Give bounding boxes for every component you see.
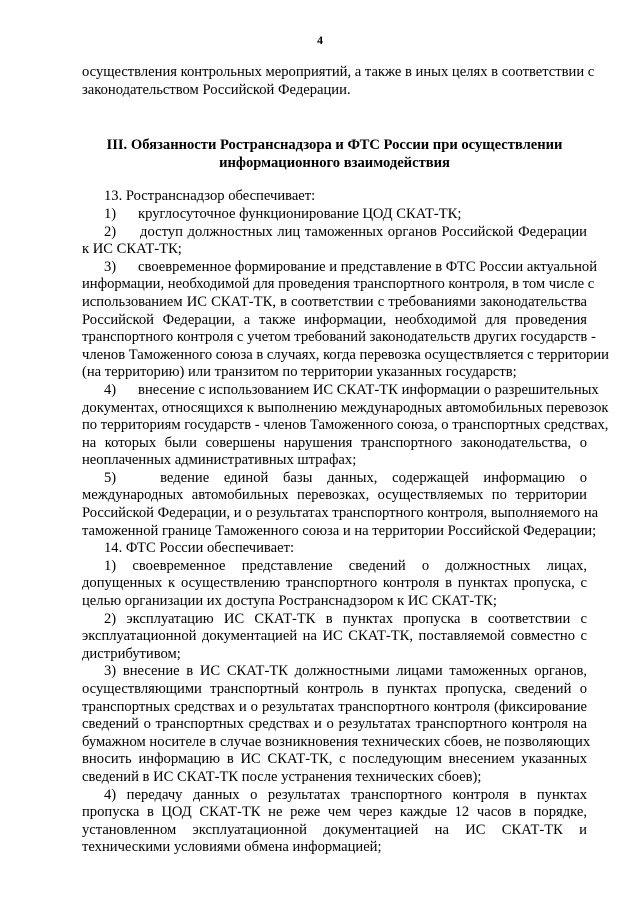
text-line: эксплуатационной документацией на ИС СКАТ-ТК, поставляемой совместно с xyxy=(82,628,587,645)
text-line: 4) внесение с использованием ИС СКАТ-ТК информации о разрешительных xyxy=(104,381,599,398)
text-line: вносить информацию в ИС СКАТ-ТК, с последующим внесением указанных xyxy=(82,751,587,768)
text-line: установленном эксплуатационной документацией на ИС СКАТ-ТК и xyxy=(82,821,587,838)
text-line: пропуска в ЦОД СКАТ-ТК не реже чем через каждые 12 часов в порядке, xyxy=(82,804,587,821)
text-line: транспортного контроля с учетом требований законодательств других государств - xyxy=(82,329,596,346)
text-line: допущенных к осуществлению транспортного контроля в пунктах пропуска, с xyxy=(82,575,587,592)
text-line: 5) ведение единой базы данных, содержащей информацию о xyxy=(104,469,587,486)
text-line: 2) эксплуатацию ИС СКАТ-ТК в пунктах пропуска в соответствии с xyxy=(104,610,587,627)
heading-line: информационного взаимодействия xyxy=(219,154,450,171)
text-line: 1) круглосуточное функционирование ЦОД СКАТ-ТК; xyxy=(104,205,462,222)
text-line: бумажном носителе в случае возникновения технических сбоев, не позволяющих xyxy=(82,733,591,750)
heading-line: III. Обязанности Ространснадзора и ФТС России при осуществлении xyxy=(106,137,563,154)
text-line: целью организации их доступа Ространснадзором к ИС СКАТ-ТК; xyxy=(82,593,497,610)
text-line: 1) своевременное представление сведений о должностных лицах, xyxy=(104,557,587,574)
intro-paragraph xyxy=(82,64,595,99)
text-line: 13. Ространснадзор обеспечивает: xyxy=(104,188,316,205)
text-line: сведений о транспортных средствах и о результатах транспортного контроля на xyxy=(82,716,587,733)
paragraph xyxy=(82,611,587,664)
text-line: международных автомобильных перевозках, осуществляемых по территории xyxy=(82,487,587,504)
paragraph xyxy=(82,558,587,611)
text-line: к ИС СКАТ-ТК; xyxy=(82,241,182,258)
text-line: осуществляющими транспортный контроль в пунктах пропуска, сведений о xyxy=(82,681,587,697)
paragraph xyxy=(82,540,587,558)
text-line: 14. ФТС России обеспечивает: xyxy=(104,540,294,557)
paragraph xyxy=(82,663,591,786)
text-line: документах, относящихся к выполнению международных автомобильных перевозок xyxy=(82,399,609,416)
text-line: на которых были совершены нарушения транспортного законодательства, о xyxy=(82,434,587,451)
text-line: техническими условиями обмена информацией; xyxy=(82,839,382,856)
text-line: таможенной границе Таможенного союза и на территории Российской Федерации; xyxy=(82,522,597,539)
text-line: дистрибутивом; xyxy=(82,645,181,662)
text-line: осуществления контрольных мероприятий, а также в иных целях в соответствии с xyxy=(82,64,595,80)
paragraph xyxy=(82,188,587,206)
paragraph xyxy=(82,224,587,259)
text-line: неоплаченных административных штрафах; xyxy=(82,452,357,469)
text-line: транспортных средствах и о результатах транспортного контроля (фиксирование xyxy=(82,698,587,715)
text-line: по территориям государств - членов Таможенного союза, о транспортных средствах, xyxy=(82,417,609,434)
paragraph xyxy=(82,787,587,857)
text-line: использованием ИС СКАТ-ТК, в соответствии с требованиями законодательства xyxy=(82,293,587,310)
text-line: законодательством Российской Федерации. xyxy=(82,81,351,98)
text-line: сведений в ИС СКАТ-ТК после устранения технических сбоев); xyxy=(82,768,482,785)
text-line: Российской Федерации, а также информации, необходимой для проведения xyxy=(82,311,587,328)
page-number: 4 xyxy=(317,33,323,47)
text-line: (на территорию) или транзитом по территории указанных государств; xyxy=(82,364,517,381)
paragraph xyxy=(82,258,609,382)
section-heading xyxy=(82,137,587,172)
text-line: информации, необходимой для проведения транспортного контроля, в том числе с xyxy=(82,276,595,293)
text-line: 3) своевременное формирование и представление в ФТС России актуальной xyxy=(104,258,598,275)
document-body xyxy=(82,64,609,857)
text-line: 4) передачу данных о результатах транспортного контроля в пунктах xyxy=(104,786,587,803)
text-line: членов Таможенного союза в случаях, когда перевозка осуществляется с территории xyxy=(82,346,609,363)
text-line: 2) доступ должностных лиц таможенных органов Российской Федерации xyxy=(104,223,587,240)
paragraph xyxy=(82,381,609,470)
paragraph xyxy=(82,206,587,224)
paragraph-list xyxy=(82,188,609,857)
text-line: Российской Федерации, и о результатах транспортного контроля, выполняемого на xyxy=(82,505,599,522)
paragraph xyxy=(82,469,599,540)
text-line: 3) внесение в ИС СКАТ-ТК должностными лицами таможенных органов, xyxy=(104,663,587,680)
